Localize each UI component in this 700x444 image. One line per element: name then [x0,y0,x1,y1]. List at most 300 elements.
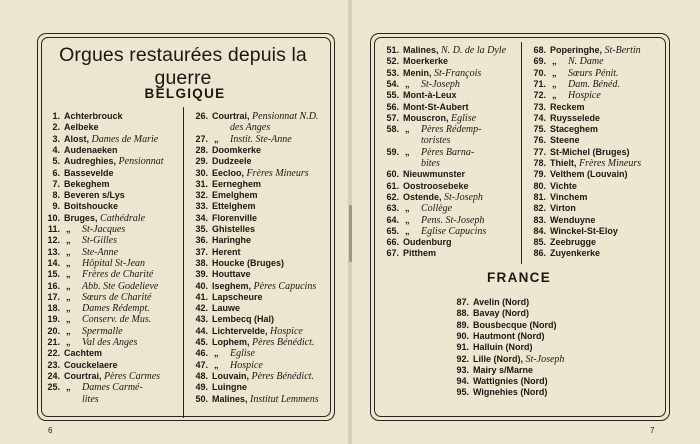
list-item [524,102,668,113]
entry-name [212,179,261,190]
entry-name [212,247,241,258]
entry-detail: Collège [421,203,453,215]
list-item [38,168,183,179]
entry-name [473,376,548,387]
ditto-mark: „ [552,56,557,67]
entry-place: Louvain, [212,370,250,381]
entry-number: 4. [52,144,60,155]
entry-place: Haringhe [212,235,252,246]
ditto-mark: „ [66,337,71,347]
entry-number: 79. [533,169,546,180]
entry-number: 52. [386,56,399,67]
entry-place: Halluin (Nord) [473,342,533,353]
entry-name [212,303,240,314]
entry-number: 30. [195,167,208,178]
entry-place: Doomkerke [212,144,262,155]
list-item [186,394,331,405]
entry-name [64,145,118,156]
list-item [377,102,521,113]
list-item [524,169,668,180]
list-item [38,134,183,145]
entry-detail: Pensionnat N.D. [252,111,319,122]
entry-name [550,226,618,237]
list-item [38,303,183,314]
entry-detail: Cathédrale [100,212,146,224]
entry-detail: Pères Rédemp- [421,124,482,136]
entry-place: Audreghies, [64,156,117,167]
entry-place: Bruges, [64,212,98,223]
entry-name [403,102,468,113]
list-item [186,168,331,179]
ditto-mark: „ [405,214,410,225]
entry-name [212,224,255,235]
entry-name [473,331,545,342]
list-item [186,190,331,201]
list-item [38,224,183,235]
entry-place: Aelbeke [64,122,99,133]
list-item [38,201,183,212]
entry-name [64,168,114,179]
entry-place: Pitthem [403,248,437,259]
entry-number: 91. [456,342,469,353]
list-item [447,354,647,365]
list-item [38,337,183,348]
entry-number: 94. [456,376,469,387]
list-item [377,45,521,56]
list-item [377,248,521,259]
entry-name [473,342,533,353]
entry-name [403,45,506,56]
entry-place: Zeebrugge [550,237,597,248]
entry-name [212,394,319,405]
ditto-mark: „ [66,303,71,314]
entry-place: Houcke (Bruges) [212,257,285,268]
entry-detail: St-Joseph [444,191,483,203]
france-heading: FRANCE [486,270,552,285]
entry-name [64,360,118,371]
list-item [186,326,331,337]
entry-place: Reckem [550,101,585,112]
entry-number: 89. [456,319,469,330]
list-item [38,247,183,258]
entry-number: 65. [386,225,399,236]
entry-detail: Dames Carmé- [82,382,143,394]
list-item [186,314,331,325]
entry-number: 92. [456,353,469,364]
entry-number: 54. [386,78,399,89]
entry-number: 53. [386,67,399,78]
entry-number: 3. [52,133,60,144]
entry-number: 27. [195,133,208,144]
entry-number: 74. [533,112,546,123]
list-item [186,224,331,235]
entry-detail-continued: toristes [421,135,451,147]
entry-detail-continued: des Anges [230,122,271,134]
entry-name [550,113,600,124]
entry-place: St-Michel (Bruges) [550,146,630,157]
list-item [447,297,647,308]
entry-place: Bousbecque (Nord) [473,319,557,330]
entry-number: 32. [195,190,208,201]
entry-detail: Pères Capucins [253,280,317,292]
list-item [186,258,331,269]
entry-number: 77. [533,146,546,157]
entry-place: Audenaeken [64,144,118,155]
ditto-mark: „ [214,348,219,359]
entry-place: Achterbrouck [64,111,123,121]
ditto-mark: „ [214,133,219,144]
entry-number: 48. [195,370,208,381]
entry-name [473,320,557,331]
entry-name [64,348,102,359]
entry-detail: Dames de Marie [91,133,159,145]
list-item-continuation [377,158,521,169]
page-number-right: 7 [650,426,655,435]
entry-number: 80. [533,180,546,191]
ditto-mark: „ [552,90,557,101]
entry-place: Avelin (Nord) [473,297,530,307]
entry-name [64,190,125,201]
list-item [186,134,331,145]
entry-name [403,169,465,180]
entry-place: Bekeghem [64,178,110,189]
column-divider-right [521,42,522,264]
list-item [377,90,521,101]
entry-detail-continued: lites [82,393,99,405]
list-column-3 [377,45,521,265]
entry-place: Hautmont (Nord) [473,330,545,341]
entry-number: 25. [47,382,60,393]
entry-number: 38. [195,257,208,268]
entry-place: Iseghem, [212,280,252,291]
entry-place: Oudenburg [403,237,452,248]
entry-detail: Eglise [451,112,477,124]
entry-detail: Sœurs Pénit. [568,67,619,79]
entry-number: 86. [533,248,546,259]
entry-name [550,181,577,192]
list-item [524,56,668,67]
ditto-mark: „ [66,224,71,234]
entry-place: Staceghem [550,124,599,135]
entry-place: Bavay (Nord) [473,308,530,319]
list-item [38,258,183,269]
entry-name [473,365,533,376]
list-item [38,269,183,280]
entry-place: Florenville [212,212,258,223]
ditto-mark: „ [66,269,71,280]
entry-number: 6. [52,167,60,178]
entry-detail: St-Jacques [82,224,126,235]
entry-number: 50. [195,393,208,404]
entry-name [550,158,641,169]
list-item [38,111,183,122]
entry-place: Vichte [550,180,577,191]
entry-name [212,337,314,348]
list-item [186,382,331,393]
entry-number: 57. [386,112,399,123]
entry-detail: Frères de Charité [82,269,154,281]
entry-place: Mouscron, [403,112,449,123]
entry-name [550,248,600,259]
entry-name [212,314,274,325]
list-item [447,308,647,319]
entry-name [64,156,164,167]
list-item [524,215,668,226]
entry-number: 64. [386,214,399,225]
entry-detail: Eglise [230,348,255,360]
ditto-mark: „ [214,359,219,370]
entry-number: 84. [533,225,546,236]
entry-detail: N. D. de la Dyle [441,45,507,56]
entry-number: 13. [47,246,60,257]
entry-detail: Instit. Ste-Anne [230,133,292,145]
entry-name [550,203,576,214]
entry-name [550,215,595,226]
entry-number: 42. [195,303,208,314]
list-item [186,348,331,359]
entry-place: Dudzeele [212,156,252,167]
entry-place: Courtrai, [64,370,102,381]
entry-number: 22. [47,348,60,359]
entry-number: 26. [195,111,208,121]
ditto-mark: „ [66,325,71,336]
entry-number: 1. [52,111,60,121]
list-item [186,269,331,280]
entry-number: 71. [533,78,546,89]
entry-number: 39. [195,269,208,280]
entry-name [473,308,529,319]
entry-place: Boitshoucke [64,201,119,212]
list-column-2 [186,111,331,411]
entry-detail: Ste-Anne [82,246,119,258]
ditto-mark: „ [66,314,71,325]
entry-detail: Institut Lemmens [250,393,319,405]
france-list [447,297,647,407]
entry-name [403,192,483,203]
list-item [377,56,521,67]
entry-place: Malines, [403,45,439,55]
entry-number: 12. [47,235,60,246]
entry-number: 56. [386,101,399,112]
ditto-mark: „ [66,257,71,268]
list-item [38,145,183,156]
entry-name [550,192,587,203]
entry-name [473,354,564,365]
entry-number: 28. [195,144,208,155]
entry-detail: St-Bertin [604,45,641,56]
list-item [524,226,668,237]
list-item [377,203,521,214]
entry-place: Cachtem [64,348,103,359]
entry-detail: Pères Barna- [421,146,475,158]
entry-detail-continued: bites [421,158,440,169]
list-item [38,122,183,133]
entry-place: Menin, [403,67,432,78]
entry-place: Bassevelde [64,167,114,178]
entry-number: 35. [195,224,208,234]
entry-detail: St-Joseph [421,78,460,90]
list-item [38,382,183,393]
entry-place: Eerneghem [212,178,262,189]
entry-number: 83. [533,214,546,225]
entry-place: Moerkerke [403,56,449,67]
entry-number: 61. [386,180,399,191]
list-item-continuation [377,135,521,146]
entry-place: Mont-à-Leux [403,90,457,101]
entry-name [212,281,316,292]
entry-place: Mairy s/Marne [473,364,534,375]
entry-place: Wenduyne [550,214,596,225]
entry-place: Mont-St-Aubert [403,101,469,112]
list-item [186,145,331,156]
entry-number: 29. [195,156,208,167]
entry-place: Lichtervelde, [212,325,268,336]
entry-place: Lembecq (Hal) [212,314,275,325]
entry-detail: St-François [434,67,482,79]
entry-detail: Hospice [270,325,303,337]
list-item [38,179,183,190]
list-item [447,376,647,387]
list-item-continuation [186,122,331,133]
list-item [377,169,521,180]
ditto-mark: „ [66,280,71,291]
entry-number: 95. [456,387,469,398]
list-item [186,303,331,314]
entry-number: 19. [47,314,60,325]
entry-number: 18. [47,303,60,314]
entry-detail: Pères Bénédict. [251,370,314,382]
entry-detail: Hôpital St-Jean [82,257,146,269]
entry-name [473,297,529,308]
entry-place: Alost, [64,133,90,144]
entry-number: 7. [52,178,60,189]
entry-name [403,237,452,248]
entry-place: Velthem (Louvain) [550,169,628,180]
entry-detail: Val des Anges [82,337,138,348]
list-item [447,365,647,376]
entry-number: 36. [195,235,208,246]
entry-name [64,179,110,190]
entry-place: Ghistelles [212,224,256,234]
entry-number: 67. [386,248,399,259]
entry-place: Ruysselede [550,112,601,123]
entry-place: Nieuwmunster [403,169,466,180]
entry-detail: Abb. Ste Godelieve [82,280,159,292]
entry-place: Virton [550,203,576,214]
entry-place: Houttave [212,269,251,280]
entry-place: Poperinghe, [550,45,603,55]
entry-place: Lauwe [212,303,241,314]
entry-place: Ostende, [403,191,442,202]
list-item [186,281,331,292]
list-item [38,360,183,371]
entry-number: 73. [533,101,546,112]
entry-number: 69. [533,56,546,67]
list-item [38,213,183,224]
entry-name [64,122,99,133]
column-divider-left [183,107,184,418]
entry-name [403,90,457,101]
entry-name [212,213,257,224]
list-item [186,179,331,190]
list-item [447,342,647,353]
list-item [38,235,183,246]
list-item [447,320,647,331]
entry-name [550,102,585,113]
entry-detail: Dam. Bénéd. [568,78,620,90]
entry-number: 93. [456,364,469,375]
entry-detail: Pères Carmes [104,370,161,382]
entry-place: Oostroosebeke [403,180,469,191]
entry-number: 24. [47,370,60,381]
entry-number: 31. [195,178,208,189]
entry-name [64,213,145,224]
entry-name [403,248,436,259]
entry-name [550,147,630,158]
list-item [377,192,521,203]
entry-number: 90. [456,330,469,341]
entry-number: 58. [386,124,399,135]
entry-detail: St-Gilles [82,235,117,247]
ditto-mark: „ [405,124,410,135]
entry-detail: Pens. St-Joseph [421,214,485,226]
list-item [38,314,183,325]
list-item [186,337,331,348]
list-item [38,292,183,303]
entry-number: 34. [195,212,208,223]
entry-name [212,326,303,337]
entry-detail: Dames Rédempt. [82,303,150,315]
ditto-mark: „ [66,382,71,393]
list-item [524,147,668,158]
entry-name [212,258,284,269]
list-item [524,237,668,248]
list-item [38,371,183,382]
list-item [447,331,647,342]
list-item [377,68,521,79]
list-item [447,387,647,398]
entry-detail: Frères Mineurs [246,167,309,179]
entry-name [403,68,481,79]
entry-name [473,387,547,398]
list-item [377,237,521,248]
list-item [377,79,521,90]
entry-number: 37. [195,246,208,257]
list-item [377,226,521,237]
entry-place: Ettelghem [212,201,256,212]
entry-detail: Eglise Capucins [421,225,487,237]
list-item [38,348,183,359]
entry-detail: Sœurs de Charité [82,291,152,303]
entry-place: Courtrai, [212,111,250,121]
entry-detail: Spermalle [82,325,123,337]
list-item [377,124,521,135]
entry-name [64,111,123,122]
entry-number: 51. [386,45,399,55]
list-item [186,111,331,122]
entry-detail: Frères Mineurs [579,158,642,169]
entry-number: 16. [47,280,60,291]
entry-name [64,134,158,145]
entry-number: 41. [195,291,208,302]
entry-number: 59. [386,146,399,157]
list-item [524,113,668,124]
entry-number: 5. [52,156,60,167]
entry-place: Winckel-St-Eloy [550,225,618,236]
entry-place: Vinchem [550,191,588,202]
list-item [38,190,183,201]
entry-name [212,201,256,212]
